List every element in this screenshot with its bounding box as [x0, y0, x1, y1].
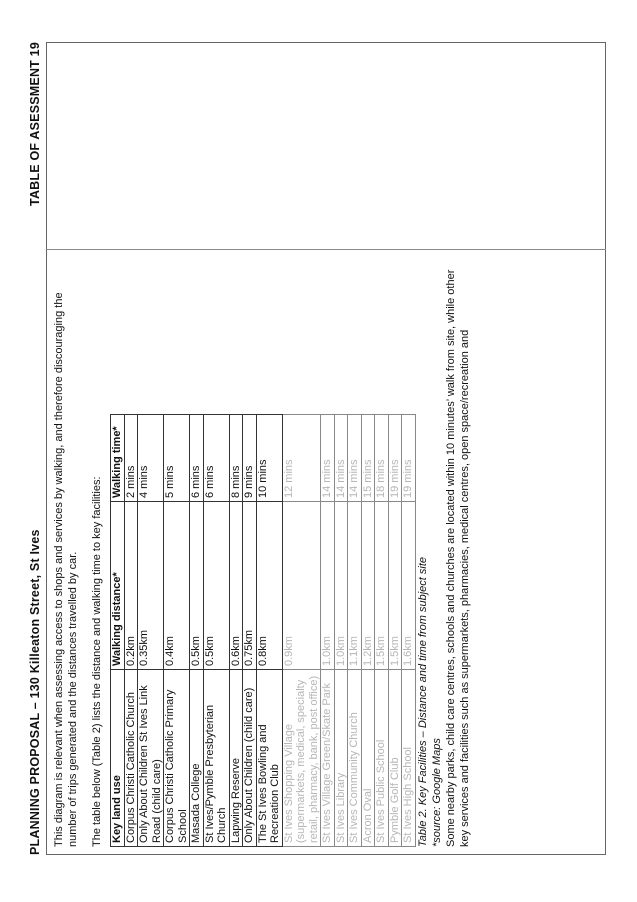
cell-land-use: St Ives Community Church	[348, 670, 362, 847]
cell-distance: 0.5km	[203, 502, 229, 670]
cell-distance: 0.4km	[164, 502, 190, 670]
cell-distance: 0.8km	[256, 502, 282, 670]
cell-time: 18 mins	[375, 415, 389, 502]
table-body	[124, 415, 415, 847]
cell-distance: 0.9km	[282, 502, 321, 670]
cell-time: 5 mins	[164, 415, 190, 502]
table-row-faded	[321, 415, 335, 847]
cell-distance: 0.5km	[190, 502, 204, 670]
cell-time: 15 mins	[361, 415, 375, 502]
cell-distance: 1.0km	[334, 502, 348, 670]
table-intro-paragraph: The table below (Table 2) lists the distance and walking time to key facilities:	[91, 476, 103, 847]
cell-land-use: St Ives/Pymble Presbyterian Church	[203, 670, 229, 847]
cell-land-use: Corpus Christi Catholic Primary School	[164, 670, 190, 847]
cell-time: 10 mins	[256, 415, 282, 502]
cell-distance: 1.5km	[375, 502, 389, 670]
cell-time: 14 mins	[348, 415, 362, 502]
cell-distance: 1.5km	[388, 502, 402, 670]
cell-time: 14 mins	[334, 415, 348, 502]
table-row	[229, 415, 243, 847]
table-row	[124, 415, 138, 847]
cell-time: 19 mins	[388, 415, 402, 502]
trailing-paragraph: Some nearby parks, child care centres, schools and churches are located within 10 minutes’ walk from site, while other key services and facilities such as supermarkets, pharmacies, medical centres, open space/recreation and	[444, 269, 471, 847]
cell-land-use: St Ives Village Green/Skate Park	[321, 670, 335, 847]
cell-time: 2 mins	[124, 415, 138, 502]
table-row-faded	[375, 415, 389, 847]
cell-time: 8 mins	[229, 415, 243, 502]
table-row-faded	[282, 415, 321, 847]
table-row	[256, 415, 282, 847]
table-row	[138, 415, 164, 847]
cell-distance: 1.0km	[321, 502, 335, 670]
col-header-distance: Walking distance*	[111, 502, 125, 670]
facilities-table	[110, 414, 416, 847]
table-row	[203, 415, 229, 847]
cell-land-use: St Ives Shopping Village (supermarkets, medical, specialty retail, pharmacy, bank, post office)	[282, 670, 321, 847]
table-row-faded	[402, 415, 416, 847]
table-row-faded	[361, 415, 375, 847]
main-content	[52, 257, 472, 847]
table-row-faded	[388, 415, 402, 847]
cell-distance: 0.35km	[138, 502, 164, 670]
cell-land-use: St Ives Library	[334, 670, 348, 847]
intro-paragraph: This diagram is relevant when assessing access to shops and services by walking, and therefore discouraging the number of trips generated and the distances travelled by car.	[53, 292, 79, 847]
cell-land-use: St Ives Public School	[375, 670, 389, 847]
cell-time: 12 mins	[282, 415, 321, 502]
table-caption: Table 2. Key Facilities – Distance and time from subject site	[416, 556, 429, 847]
cell-time: 14 mins	[321, 415, 335, 502]
cell-land-use: Only About Children St Ives Link Road (child care)	[138, 670, 164, 847]
cell-time: 19 mins	[402, 415, 416, 502]
cell-land-use: The St Ives Bowling and Recreation Club	[256, 670, 282, 847]
cell-distance: 0.2km	[124, 502, 138, 670]
page-header-section: TABLE OF ASESSMENT 19	[28, 42, 42, 206]
cell-land-use: St Ives High School	[402, 670, 416, 847]
cell-time: 9 mins	[243, 415, 257, 502]
source-note: *source: Google Maps	[430, 738, 443, 847]
table-row	[190, 415, 204, 847]
col-header-time: Walking time*	[111, 415, 125, 502]
table-row	[164, 415, 190, 847]
column-divider	[46, 249, 606, 250]
cell-time: 6 mins	[190, 415, 204, 502]
cell-land-use: Pymble Golf Club	[388, 670, 402, 847]
table-row	[243, 415, 257, 847]
cell-distance: 0.6km	[229, 502, 243, 670]
cell-distance: 1.6km	[402, 502, 416, 670]
cell-distance: 1.2km	[361, 502, 375, 670]
cell-land-use: Masada College	[190, 670, 204, 847]
cell-time: 4 mins	[138, 415, 164, 502]
cell-distance: 0.75km	[243, 502, 257, 670]
table-row-faded	[348, 415, 362, 847]
cell-time: 6 mins	[203, 415, 229, 502]
table-row-faded	[334, 415, 348, 847]
col-header-land-use: Key land use	[111, 670, 125, 847]
cell-distance: 1.1km	[348, 502, 362, 670]
table-header-row	[111, 415, 125, 847]
cell-land-use: Acron Oval	[361, 670, 375, 847]
cell-land-use: Lapwing Reserve	[229, 670, 243, 847]
cell-land-use: Only About Children (child care)	[243, 670, 257, 847]
page-header-title: PLANNING PROPOSAL – 130 Killeaton Street, St Ives	[28, 529, 42, 855]
cell-land-use: Corpus Christi Catholic Church	[124, 670, 138, 847]
